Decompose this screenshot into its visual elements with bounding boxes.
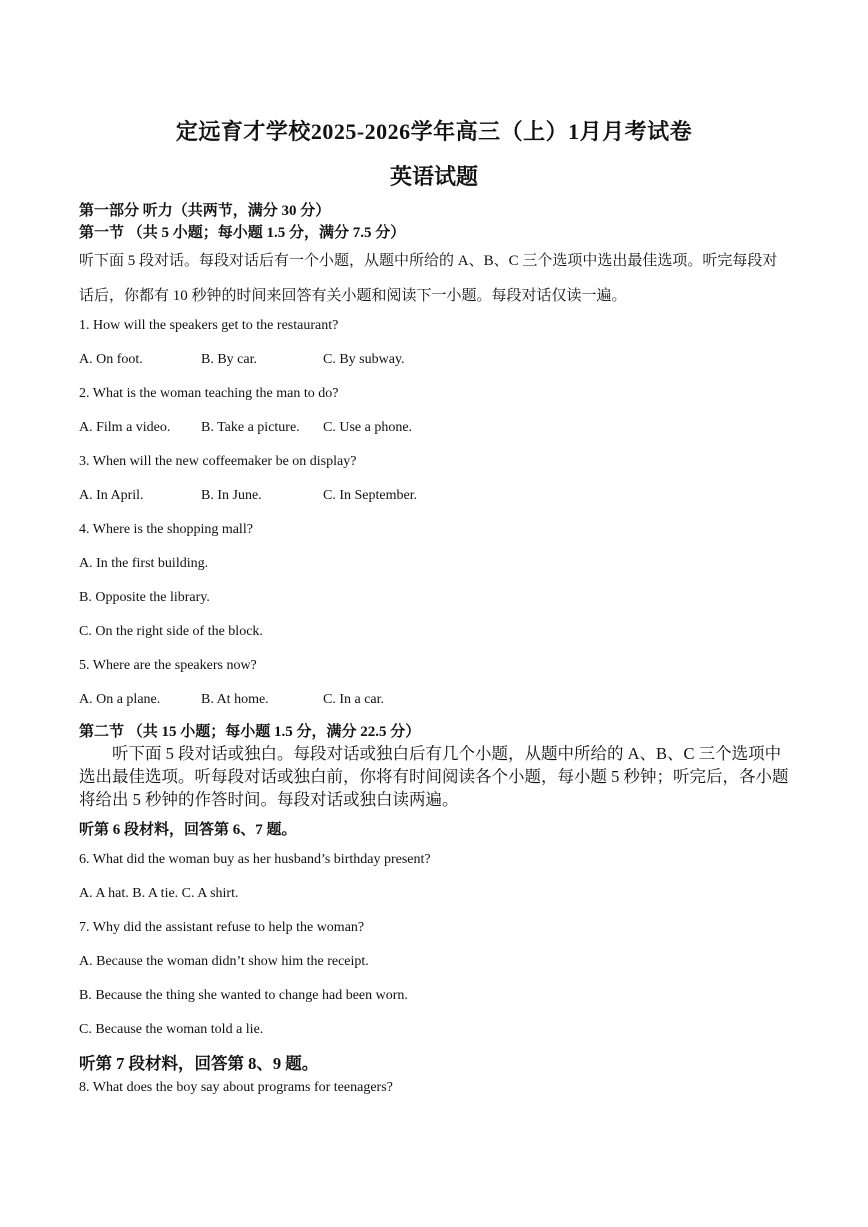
question-1-stem: 1. How will the speakers get to the restaurant? — [79, 318, 339, 333]
question-7-stem: 7. Why did the assistant refuse to help the woman? — [79, 920, 365, 935]
question-6-options[interactable]: A. A hat. B. A tie. C. A shirt. — [79, 886, 239, 901]
question-1-option-a[interactable]: A. On foot. — [79, 352, 143, 367]
question-2-option-c[interactable]: C. Use a phone. — [323, 420, 413, 435]
question-7-option-b[interactable]: B. Because the thing she wanted to change had been worn. — [79, 988, 408, 1003]
question-5-option-a[interactable]: A. On a plane. — [79, 692, 161, 707]
question-5-stem: 5. Where are the speakers now? — [79, 658, 257, 673]
question-2-option-a[interactable]: A. Film a video. — [79, 420, 171, 435]
exam-title: 定远育才学校2025-2026学年高三（上）1月月考试卷 — [175, 119, 693, 144]
question-4-stem: 4. Where is the shopping mall? — [79, 522, 253, 537]
part1-heading: 第一部分 听力（共两节，满分 30 分） — [79, 203, 331, 219]
section2-instructions: 听下面 5 段对话或独白。每段对话或独白后有几个小题，从题中所给的 A、B、C 三个选项中选出最佳选项。听每段对话或独白前，你将有时间阅读各个小题，每小题 5 秒钟；听完后，各小题将给出 5 秒钟的作答时间。每段对话或独白读两遍。 — [79, 744, 789, 809]
question-3-stem: 3. When will the new coffeemaker be on display? — [79, 454, 357, 469]
section1-instructions-line2: 话后，你都有 10 秒钟的时间来回答有关小题和阅读下一小题。每段对话仅读一遍。 — [79, 288, 627, 304]
question-7-option-a[interactable]: A. Because the woman didn’t show him the receipt. — [79, 954, 369, 969]
question-3-option-c[interactable]: C. In September. — [323, 488, 418, 503]
question-3-option-b[interactable]: B. In June. — [201, 488, 262, 503]
exam-subtitle: 英语试题 — [389, 164, 478, 189]
question-3-option-a[interactable]: A. In April. — [79, 488, 144, 503]
question-2-stem: 2. What is the woman teaching the man to do? — [79, 386, 339, 401]
material-7-heading: 听第 7 段材料，回答第 8、9 题。 — [79, 1054, 319, 1073]
question-5-option-c[interactable]: C. In a car. — [323, 692, 385, 707]
question-1-option-b[interactable]: B. By car. — [201, 352, 257, 367]
question-4-option-a[interactable]: A. In the first building. — [79, 556, 209, 571]
question-7-option-c[interactable]: C. Because the woman told a lie. — [79, 1022, 264, 1037]
question-4-option-c[interactable]: C. On the right side of the block. — [79, 624, 263, 639]
material-6-heading: 听第 6 段材料，回答第 6、7 题。 — [79, 822, 297, 838]
section2-heading: 第二节 （共 15 小题；每小题 1.5 分，满分 22.5 分） — [79, 724, 421, 740]
question-4-option-b[interactable]: B. Opposite the library. — [79, 590, 210, 605]
question-1-option-c[interactable]: C. By subway. — [323, 352, 405, 367]
section1-heading: 第一节 （共 5 小题；每小题 1.5 分，满分 7.5 分） — [79, 225, 406, 241]
question-6-stem: 6. What did the woman buy as her husband’s birthday present? — [79, 852, 431, 867]
question-8-stem: 8. What does the boy say about programs for teenagers? — [79, 1080, 393, 1095]
question-5-option-b[interactable]: B. At home. — [201, 692, 269, 707]
section1-instructions-line1: 听下面 5 段对话。每段对话后有一个小题，从题中所给的 A、B、C 三个选项中选出最佳选项。听完每段对 — [79, 253, 778, 269]
question-2-option-b[interactable]: B. Take a picture. — [201, 420, 300, 435]
